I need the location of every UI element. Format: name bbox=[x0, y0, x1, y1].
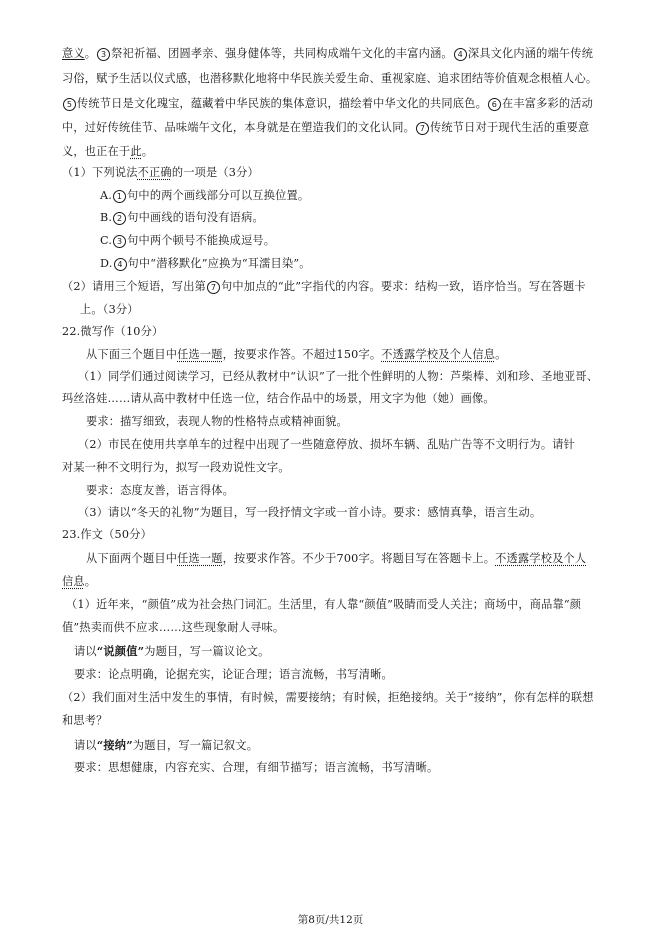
q23-topic-2-cont: 和思考？ bbox=[62, 714, 108, 727]
dotted-word: 信息 bbox=[62, 575, 85, 588]
circled-number: 3 bbox=[113, 235, 126, 248]
q22-topic-2-req: 要求：态度友善，语言得体。 bbox=[86, 484, 235, 497]
dotted-word: 此 bbox=[130, 145, 142, 158]
q22-intro: 从下面三个题目中任选一题，按要求作答。不超过150字。不透露学校及个人信息。 bbox=[86, 348, 507, 361]
q23-topic-2-prompt: 请以“接纳”为题目，写一篇记叙文。 bbox=[74, 738, 259, 752]
q23-intro-cont: 信息。 bbox=[62, 575, 97, 588]
option-c: C. 3 句中两个顿号不能换成逗号。 bbox=[100, 234, 276, 247]
dotted-word: 任选一题 bbox=[177, 552, 223, 565]
q22-topic-2: （2）市民在使用共享单车的过程中出现了一些随意停放、损坏车辆、乱贴广告等不文明行为。请针 bbox=[78, 438, 575, 451]
page-footer: 第8页/共12页 bbox=[297, 914, 364, 926]
option-d: D. 4 句中“潜移默化”应换为“耳濡目染”。 bbox=[100, 257, 311, 270]
q23-topic-2-req: 要求：思想健康，内容充实、合理，有细节描写；语言流畅，书写清晰。 bbox=[74, 761, 439, 774]
dotted-word: 不透露学校及个人信息 bbox=[381, 348, 496, 361]
circled-number: 4 bbox=[114, 258, 127, 271]
q22-topic-1-cont: 玛丝洛娃……请从高中教材中任选一位，结合作品中的场景，用文字为他（她）画像。 bbox=[62, 392, 495, 405]
circled-number: 7 bbox=[416, 122, 429, 135]
circled-number: 1 bbox=[113, 190, 126, 203]
q21-1-stem: （1）下列说法不正确的一项是（3分） bbox=[62, 166, 259, 179]
circled-number: 3 bbox=[97, 48, 110, 61]
option-b: B. 2 句中画线的语句没有语病。 bbox=[100, 211, 264, 224]
dotted-word: 任选一题 bbox=[177, 348, 223, 361]
q22-topic-2-cont: 对某一种不文明行为，拟写一段劝说性文字。 bbox=[62, 461, 290, 474]
passage-line-1: 意义。 3 祭祀祈福、团圆孝亲、强身健体等，共同构成端午文化的丰富内涵。 4 深具文化内涵的端午传统 bbox=[62, 47, 594, 60]
q23-intro: 从下面两个题目中任选一题，按要求作答。不少于700字。将题目写在答题卡上。不透露学校及个人 bbox=[86, 552, 587, 565]
circled-number: 7 bbox=[207, 281, 220, 294]
circled-number: 6 bbox=[488, 98, 501, 111]
q22-title: 22.微写作（10分） bbox=[62, 325, 164, 338]
q23-topic-1-req: 要求：论点明确，论据充实，论证合理；语言流畅，书写清晰。 bbox=[74, 668, 393, 681]
q21-2-stem: （2）请用三个短语，写出第 7 句中加点的“此”字指代的内容。要求：结构一致，语序恰当。写在答题卡 bbox=[62, 280, 586, 293]
q22-topic-3: （3）请以“冬天的礼物”为题目，写一段抒情文字或一首小诗。要求：感情真挚，语言生动。 bbox=[78, 506, 542, 519]
bold-title: “接纳” bbox=[96, 738, 133, 752]
passage-line-5: 义，也正在于此。 bbox=[62, 145, 154, 158]
bold-title: “说颜值” bbox=[96, 644, 145, 658]
circled-number: 4 bbox=[454, 48, 467, 61]
passage-line-4: 中，过好传统佳节、品味端午文化，本身就是在塑造我们的文化认同。 7 传统节日对于现代生活的重要意 bbox=[62, 121, 590, 134]
q22-topic-1-req: 要求：描写细致，表现人物的性格特点或精神面貌。 bbox=[86, 415, 348, 428]
q21-2-stem-cont: 上。（3分） bbox=[80, 303, 139, 316]
passage-line-3: 5 传统节日是文化瑰宝，蕴藏着中华民族的集体意识，描绘着中华文化的共同底色。 6 在丰富多彩的活动 bbox=[62, 96, 593, 112]
underlined-phrase: 意义 bbox=[62, 47, 85, 60]
passage-line-2: 习俗，赋予生活以仪式感，也潜移默化地将中华民族关爱生命、重视家庭、追求团结等价值观念根植人心。 bbox=[62, 72, 598, 85]
q23-topic-1-cont: 值”热卖而供不应求……这些现象耐人寻味。 bbox=[62, 621, 285, 634]
dotted-word: 不正确 bbox=[137, 166, 172, 179]
q22-topic-1: （1）同学们通过阅读学习，已经从教材中“认识”了一批个性鲜明的人物：芦柴棒、刘和珍、圣地亚哥、 bbox=[78, 370, 599, 383]
q23-topic-1-prompt: 请以“说颜值”为题目，写一篇议论文。 bbox=[74, 644, 270, 658]
q23-topic-2: （2）我们面对生活中发生的事情，有时候，需要接纳；有时候，拒绝接纳。关于“接纳”，你有怎样的联想 bbox=[62, 691, 594, 704]
dotted-word: 不透露学校及个人 bbox=[495, 552, 587, 565]
circled-number: 2 bbox=[113, 212, 126, 225]
circled-number: 5 bbox=[63, 98, 76, 111]
option-a: A. 1 句中的两个画线部分可以互换位置。 bbox=[100, 189, 310, 202]
q23-topic-1: （1）近年来，“颜值”成为社会热门词汇。生活里，有人靠“颜值”吸睛而受人关注；商场中，商品靠“颜 bbox=[66, 598, 582, 611]
q23-title: 23.作文（50分） bbox=[62, 528, 152, 541]
